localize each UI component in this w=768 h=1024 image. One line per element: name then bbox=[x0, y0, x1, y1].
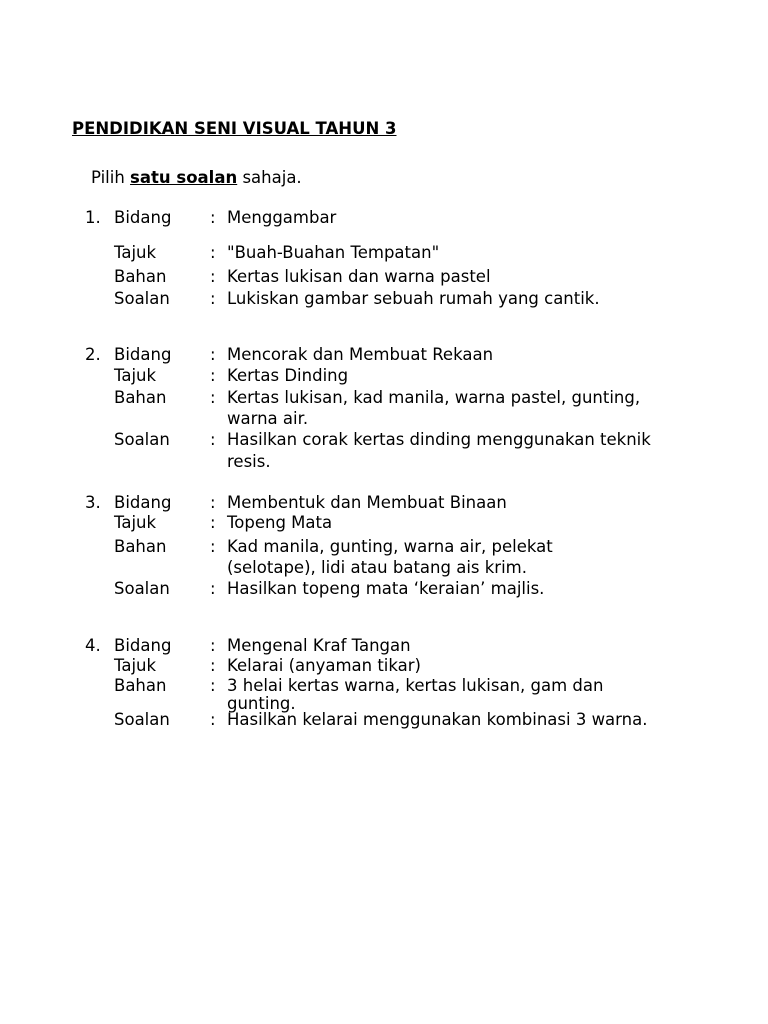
instruction-emphasis: satu soalan bbox=[130, 168, 238, 187]
field-value-soalan-continued: resis. bbox=[227, 452, 271, 471]
field-label-bahan: Bahan bbox=[114, 676, 167, 695]
field-colon: : bbox=[210, 636, 216, 655]
field-value-bahan: Kad manila, gunting, warna air, pelekat bbox=[227, 537, 553, 556]
question-number: 4. bbox=[85, 636, 101, 655]
field-value-bahan: Kertas lukisan, kad manila, warna pastel, gunting, bbox=[227, 388, 641, 407]
field-label-tajuk: Tajuk bbox=[114, 366, 157, 385]
field-label-bahan: Bahan bbox=[114, 537, 167, 556]
field-colon: : bbox=[210, 493, 216, 512]
field-colon: : bbox=[210, 208, 216, 227]
field-value-bidang: Mencorak dan Membuat Rekaan bbox=[227, 345, 494, 364]
field-label-bahan: Bahan bbox=[114, 267, 167, 286]
field-colon: : bbox=[210, 710, 216, 729]
instruction-prefix: Pilih bbox=[91, 168, 131, 187]
field-label-bidang: Bidang bbox=[114, 493, 172, 512]
instruction-suffix: sahaja. bbox=[237, 168, 302, 187]
field-colon: : bbox=[210, 243, 216, 262]
field-colon: : bbox=[210, 267, 216, 286]
field-value-bidang: Membentuk dan Membuat Binaan bbox=[227, 493, 507, 512]
field-value-bahan-continued: (selotape), lidi atau batang ais krim. bbox=[227, 558, 527, 577]
field-colon: : bbox=[210, 676, 216, 695]
question-number: 1. bbox=[85, 208, 101, 227]
field-colon: : bbox=[210, 656, 216, 675]
field-value-bahan-continued: warna air. bbox=[227, 409, 309, 428]
field-label-soalan: Soalan bbox=[114, 710, 170, 729]
field-colon: : bbox=[210, 430, 216, 449]
field-value-tajuk: Kelarai (anyaman tikar) bbox=[227, 656, 421, 675]
field-label-soalan: Soalan bbox=[114, 579, 170, 598]
field-label-soalan: Soalan bbox=[114, 430, 170, 449]
page-title: PENDIDIKAN SENI VISUAL TAHUN 3 bbox=[72, 119, 397, 138]
field-value-soalan: Hasilkan topeng mata ‘keraian’ majlis. bbox=[227, 579, 545, 598]
field-colon: : bbox=[210, 537, 216, 556]
field-value-bidang: Mengenal Kraf Tangan bbox=[227, 636, 411, 655]
question-number: 2. bbox=[85, 345, 101, 364]
field-colon: : bbox=[210, 289, 216, 308]
field-colon: : bbox=[210, 388, 216, 407]
field-label-bidang: Bidang bbox=[114, 208, 172, 227]
field-label-soalan: Soalan bbox=[114, 289, 170, 308]
field-colon: : bbox=[210, 345, 216, 364]
field-value-tajuk: "Buah-Buahan Tempatan" bbox=[227, 243, 440, 262]
field-label-tajuk: Tajuk bbox=[114, 656, 157, 675]
field-value-soalan: Lukiskan gambar sebuah rumah yang cantik. bbox=[227, 289, 600, 308]
field-value-bahan: Kertas lukisan dan warna pastel bbox=[227, 267, 491, 286]
field-value-bidang: Menggambar bbox=[227, 208, 337, 227]
field-label-bahan: Bahan bbox=[114, 388, 167, 407]
question-number: 3. bbox=[85, 493, 101, 512]
field-label-bidang: Bidang bbox=[114, 636, 172, 655]
field-value-soalan: Hasilkan corak kertas dinding menggunakan teknik bbox=[227, 430, 651, 449]
field-label-tajuk: Tajuk bbox=[114, 243, 157, 262]
field-label-tajuk: Tajuk bbox=[114, 513, 157, 532]
field-colon: : bbox=[210, 366, 216, 385]
field-value-tajuk: Topeng Mata bbox=[227, 513, 333, 532]
field-value-soalan: Hasilkan kelarai menggunakan kombinasi 3 warna. bbox=[227, 710, 648, 729]
instruction-text bbox=[91, 168, 302, 187]
field-value-tajuk: Kertas Dinding bbox=[227, 366, 349, 385]
field-label-bidang: Bidang bbox=[114, 345, 172, 364]
field-value-bahan-continued: gunting. bbox=[227, 694, 296, 713]
field-value-bahan: 3 helai kertas warna, kertas lukisan, gam dan bbox=[227, 676, 604, 695]
field-colon: : bbox=[210, 513, 216, 532]
field-colon: : bbox=[210, 579, 216, 598]
